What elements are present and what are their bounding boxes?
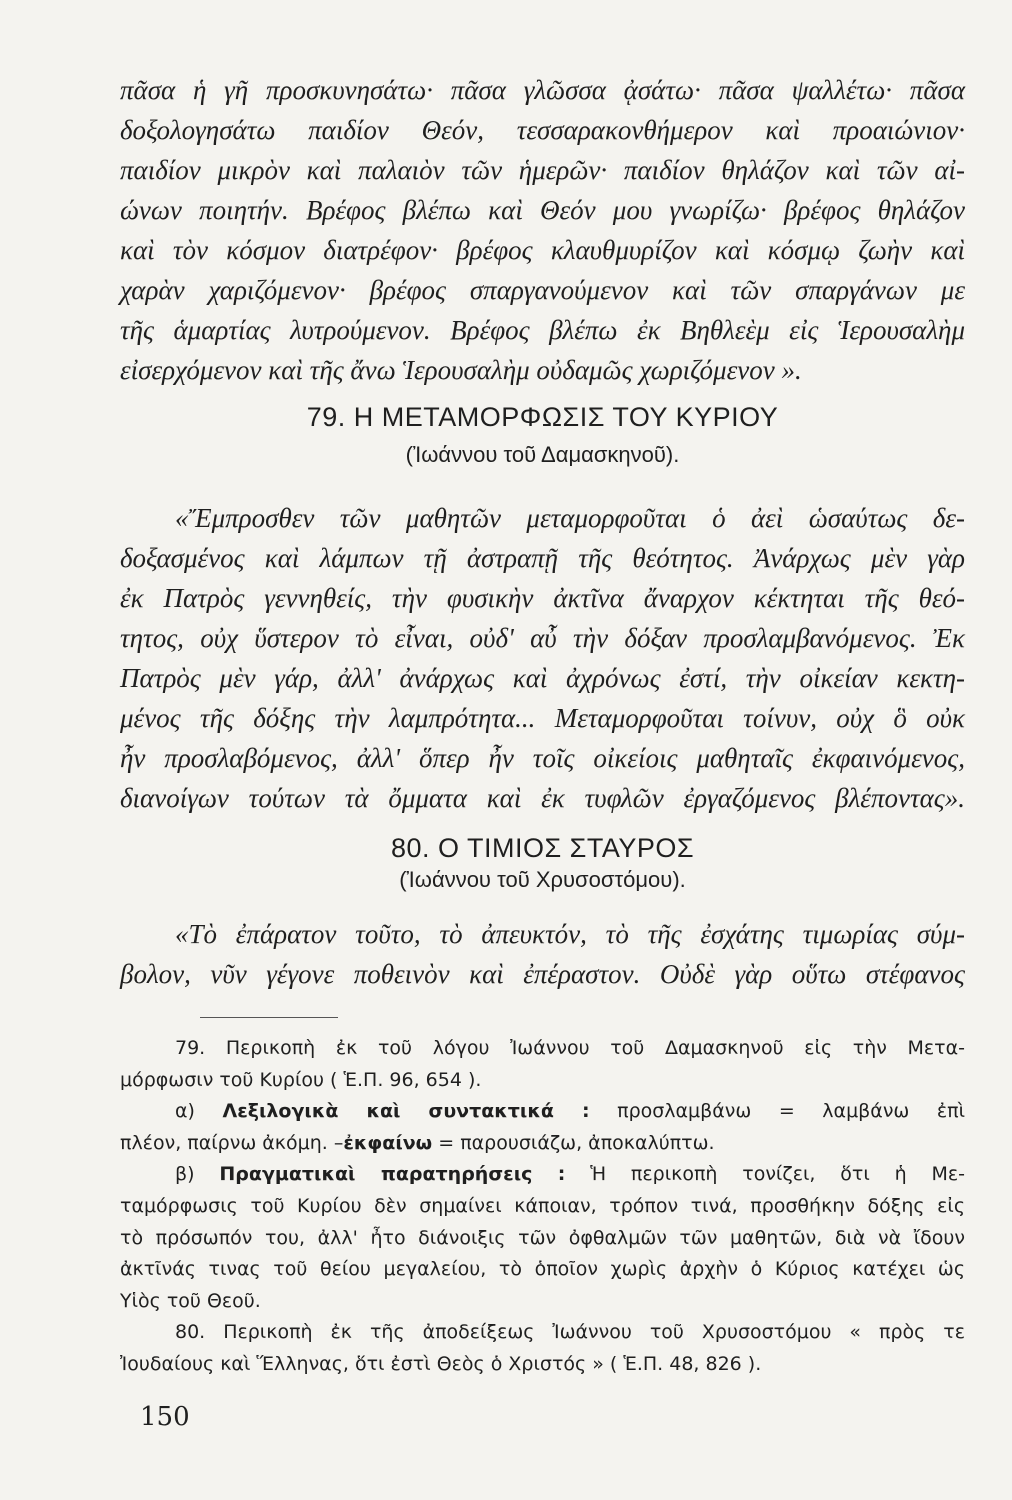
footnote-bold-term: ἐκφαίνω bbox=[343, 1131, 433, 1154]
text-line: πᾶσα ἡ γῆ προσκυνησάτω· πᾶσα γλῶσσα ᾀσάτω· πᾶσα ψαλλέτω· πᾶσα bbox=[120, 75, 965, 105]
text-line: βολον, νῦν γέγονε ποθεινὸν καὶ ἐπέραστον. Οὐδὲ γὰρ οὕτω στέφανος bbox=[120, 959, 965, 989]
text-line: παιδίον μικρὸν καὶ παλαιὸν τῶν ἡμερῶν· παιδίον θηλάζον καὶ τῶν αἰ- bbox=[120, 155, 965, 185]
footnote-80-line: Ἰουδαίους καὶ Ἕλληνας, ὅτι ἐστὶ Θεὸς ὁ Χριστός » ( Ἑ.Π. 48, 826 ). bbox=[120, 1352, 762, 1375]
page-number: 150 bbox=[140, 1402, 190, 1432]
footnote-79-b bbox=[120, 1159, 965, 1191]
footnote-79-b-line: ἀκτῖνάς τινας τοῦ θείου μεγαλείου, τὸ ὁποῖον χωρὶς ἀρχὴν ὁ Κύριος κατέχει ὡς bbox=[120, 1258, 965, 1281]
text-line: διανοίγων τούτων τὰ ὄμματα καὶ ἐκ τυφλῶν ἐργαζόμενος βλέποντας». bbox=[120, 783, 965, 813]
text-line: χαρὰν χαριζόμενον· βρέφος σπαργανούμενον καὶ τῶν σπαργάνων με bbox=[120, 275, 965, 305]
footnote-bold-label: Πραγματικαὶ παρατηρήσεις : bbox=[219, 1163, 566, 1186]
footnote-80-line: 80. Περικοπὴ ἐκ τῆς ἀποδείξεως Ἰωάννου τοῦ Χρυσοστόμου « πρὸς τε bbox=[175, 1321, 965, 1344]
footnote-79-b-line: ταμόρφωσις τοῦ Κυρίου δὲν σημαίνει κάποιαν, τρόπον τινά, προσθήκην δόξης εἰς bbox=[120, 1194, 965, 1217]
footnote-text: = παρουσιάζω, ἀποκαλύπτω. bbox=[438, 1131, 715, 1154]
text-line: δοξασμένος καὶ λάμπων τῇ ἀστραπῇ τῆς θεότητος. Ἀνάρχως μὲν γὰρ bbox=[120, 543, 965, 573]
section-79-title: 79. Η ΜΕΤΑΜΟΡΦΩΣΙΣ ΤΟΥ ΚΥΡΙΟΥ bbox=[306, 402, 779, 432]
section-80-quote bbox=[120, 914, 965, 994]
footnote-79-a-cont bbox=[120, 1128, 965, 1160]
footnote-label: β) bbox=[175, 1163, 195, 1186]
text-line: ώνων ποιητήν. Βρέφος βλέπω καὶ Θεόν μου γνωρίζω· βρέφος θηλάζον bbox=[120, 195, 965, 225]
text-line: μένος τῆς δόξης τὴν λαμπρότητα... Μεταμορφοῦται τοίνυν, οὐχ ὃ οὐκ bbox=[120, 703, 965, 733]
section-80-subtitle: (Ἰωάννου τοῦ Χρυσοστόμου). bbox=[399, 867, 686, 892]
footnote-79-a bbox=[120, 1096, 965, 1128]
text-line: δοξολογησάτω παιδίον Θεόν, τεσσαρακονθήμερον καὶ προαιώνιον· bbox=[120, 115, 965, 145]
footnote-text: Ἡ περικοπὴ τονίζει, ὅτι ἡ Με- bbox=[590, 1163, 965, 1186]
footnote-divider bbox=[200, 1017, 338, 1018]
section-80-title: 80. Ο ΤΙΜΙΟΣ ΣΤΑΥΡΟΣ bbox=[390, 833, 695, 863]
text-line: τητος, οὐχ ὕστερον τὸ εἶναι, οὐδ' αὖ τὴν δόξαν προσλαμβανόμενος. Ἐκ bbox=[120, 623, 965, 653]
text-line: τῆς ἁμαρτίας λυτρούμενον. Βρέφος βλέπω ἐκ Βηθλεὲμ εἰς Ἱερουσαλὴμ bbox=[120, 315, 965, 345]
text-line: ἐκ Πατρὸς γεννηθείς, τὴν φυσικὴν ἀκτῖνα ἄναρχον κέκτηται τῆς θεό- bbox=[120, 583, 965, 613]
text-line: «Τὸ ἐπάρατον τοῦτο, τὸ ἀπευκτόν, τὸ τῆς ἐσχάτης τιμωρίας σύμ- bbox=[175, 919, 965, 949]
text-line: εἰσερχόμενον καὶ τῆς ἄνω Ἱερουσαλὴμ οὐδαμῶς χωριζόμενον ». bbox=[120, 355, 802, 385]
section-79-subtitle: (Ἰωάννου τοῦ Δαμασκηνοῦ). bbox=[405, 442, 680, 467]
footnote-79-line: μόρφωσιν τοῦ Κυρίου ( Ἑ.Π. 96, 654 ). bbox=[120, 1068, 482, 1091]
footnotes bbox=[120, 1033, 965, 1381]
footnote-79-line: 79. Περικοπὴ ἐκ τοῦ λόγου Ἰωάννου τοῦ Δαμασκηνοῦ εἰς τὴν Μετα- bbox=[175, 1037, 965, 1059]
footnote-label: α) bbox=[175, 1100, 195, 1123]
text-line: ἦν προσλαβόμενος, ἀλλ' ὅπερ ἦν τοῖς οἰκείοις μαθηταῖς ἐκφαινόμενος, bbox=[120, 743, 965, 773]
footnote-text: πλέον, παίρνω ἀκόμη. – bbox=[120, 1131, 344, 1154]
section-79-quote bbox=[120, 498, 965, 818]
footnote-79-b-line: τὸ πρόσωπόν του, ἀλλ' ἦτο διάνοιξις τῶν ὀφθαλμῶν τῶν μαθητῶν, διὰ νὰ ἴδουν bbox=[120, 1226, 965, 1249]
text-line: καὶ τὸν κόσμον διατρέφον· βρέφος κλαυθμυρίζον καὶ κόσμῳ ζωὴν καὶ bbox=[120, 235, 965, 265]
text-line: «Ἔμπροσθεν τῶν μαθητῶν μεταμορφοῦται ὁ ἀεὶ ὡσαύτως δε- bbox=[175, 503, 965, 533]
footnote-bold-label: Λεξιλογικὰ καὶ συντακτικά : bbox=[222, 1100, 590, 1123]
text-line: Πατρὸς μὲν γάρ, ἀλλ' ἀνάρχως καὶ ἀχρόνως ἐστί, τὴν οἰκείαν κεκτη- bbox=[120, 663, 965, 693]
footnote-79-b-line: Υἱὸς τοῦ Θεοῦ. bbox=[120, 1289, 261, 1312]
intro-paragraph bbox=[120, 70, 965, 390]
footnote-text: προσλαμβάνω = λαμβάνω ἐπὶ bbox=[617, 1100, 966, 1123]
